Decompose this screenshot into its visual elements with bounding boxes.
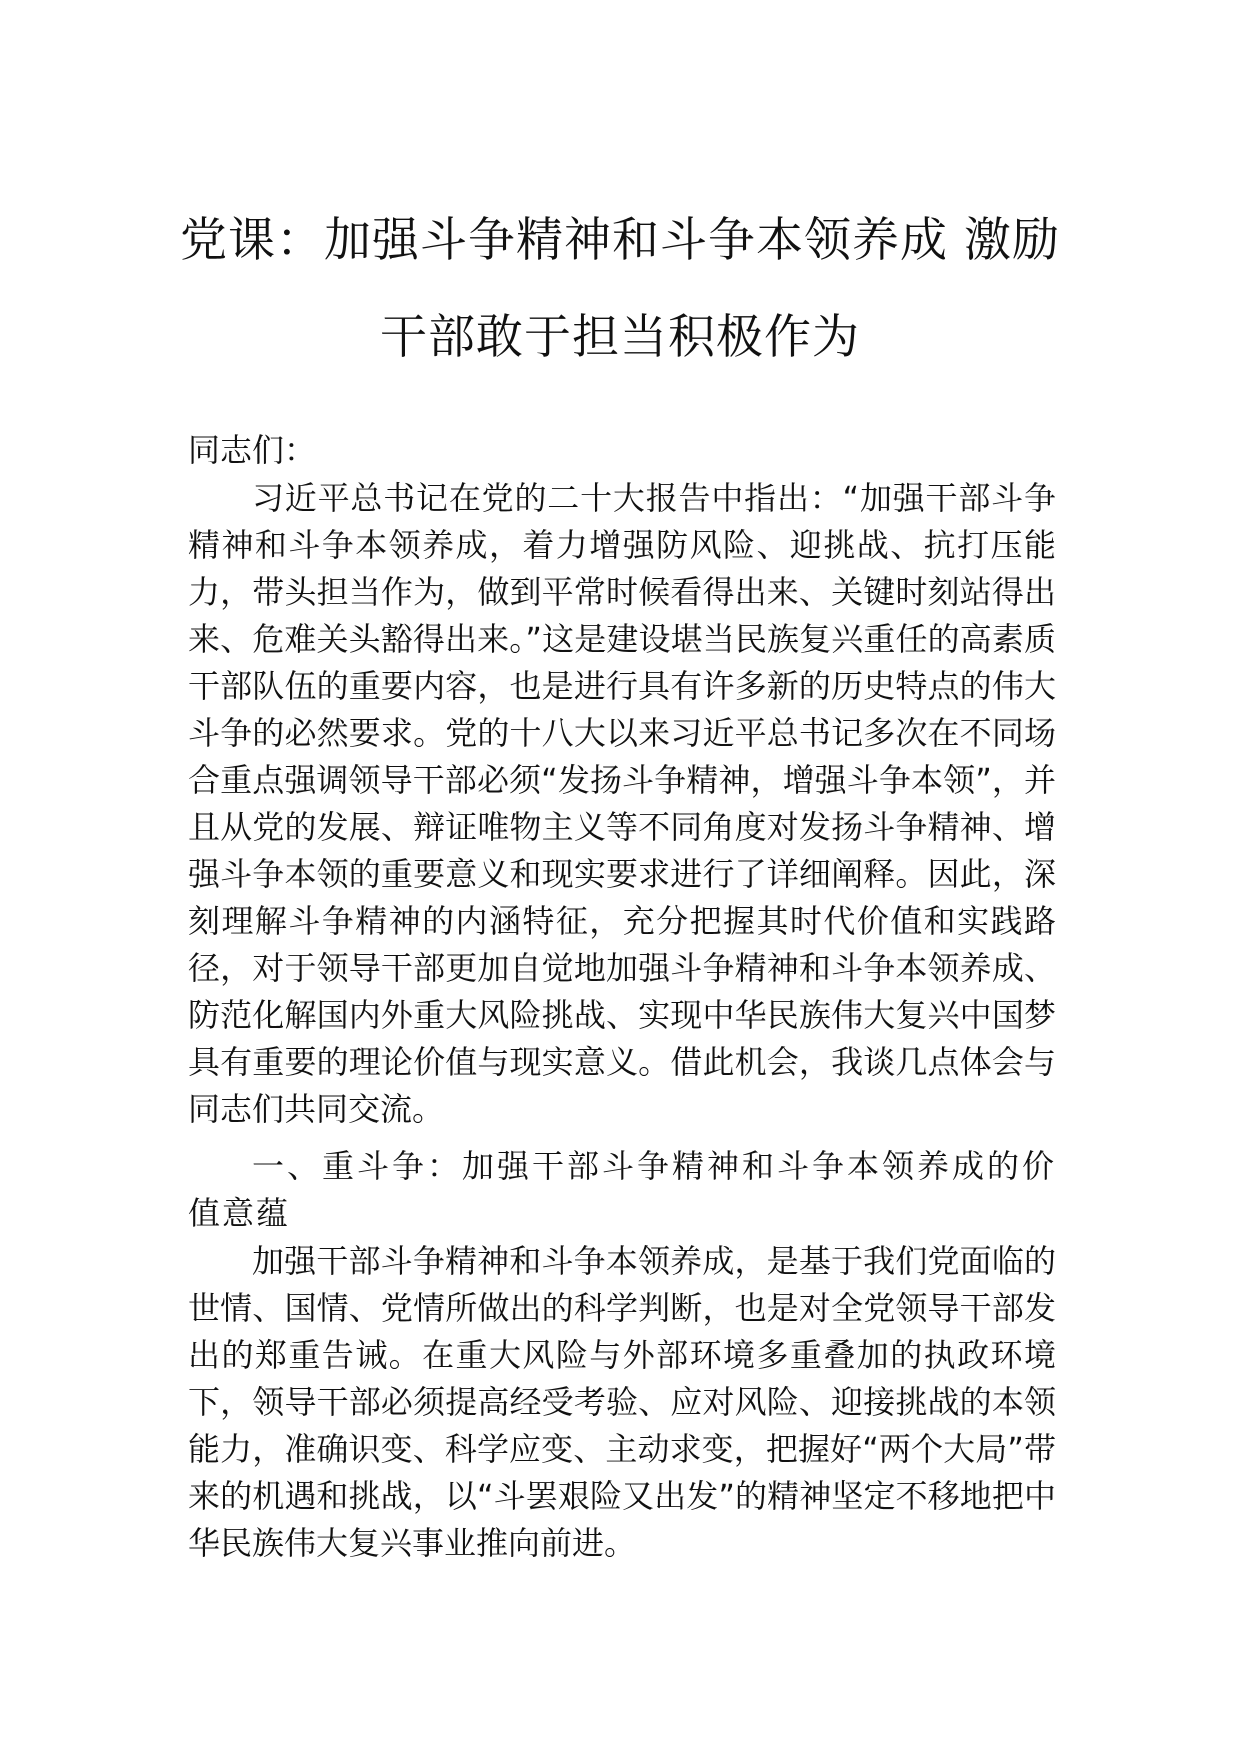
section-heading-1: 一、重斗争：加强干部斗争精神和斗争本领养成的价值意蕴 <box>188 1147 1056 1232</box>
salutation-block <box>188 427 1056 474</box>
document-title-line-1: 党课：加强斗争精神和斗争本领养成 激励 <box>180 213 1060 268</box>
salutation: 同志们： <box>188 431 317 469</box>
paragraph-2: 加强干部斗争精神和斗争本领养成，是基于我们党面临的世情、国情、党情所做出的科学判断，也是对全党领导干部发出的郑重告诫。在重大风险与外部环境多重叠加的执政环境下，领导干部必须提高经受考验、应对风险、迎接挑战的本领能力，准确识变、科学应变、主动求变，把握好“两个大局”带来的机遇和挑战，以“斗罢艰险又出发”的精神坚定不移地把中华民族伟大复兴事业推向前进。 <box>188 1242 1056 1562</box>
paragraph-2-block <box>188 1238 1056 1567</box>
section-heading-1-block <box>188 1143 1056 1237</box>
paragraph-1: 习近平总书记在党的二十大报告中指出：“加强干部斗争精神和斗争本领养成，着力增强防风险、迎挑战、抗打压能力，带头担当作为，做到平常时候看得出来、关键时刻站得出来、危难关头豁得出来。”这是建设堪当民族复兴重任的高素质干部队伍的重要内容，也是进行具有许多新的历史特点的伟大斗争的必然要求。党的十八大以来习近平总书记多次在不同场合重点强调领导干部必须“发扬斗争精神，增强斗争本领”，并且从党的发展、辩证唯物主义等不同角度对发扬斗争精神、增强斗争本领的重要意义和现实要求进行了详细阐释。因此，深刻理解斗争精神的内涵特征，充分把握其时代价值和实践路径，对于领导干部更加自觉地加强斗争精神和斗争本领养成、防范化解国内外重大风险挑战、实现中华民族伟大复兴中国梦具有重要的理论价值与现实意义。借此机会，我谈几点体会与同志们共同交流。 <box>188 479 1056 1128</box>
document-title-line-2: 干部敢于担当积极作为 <box>380 310 860 365</box>
paragraph-1-block <box>188 475 1056 1133</box>
